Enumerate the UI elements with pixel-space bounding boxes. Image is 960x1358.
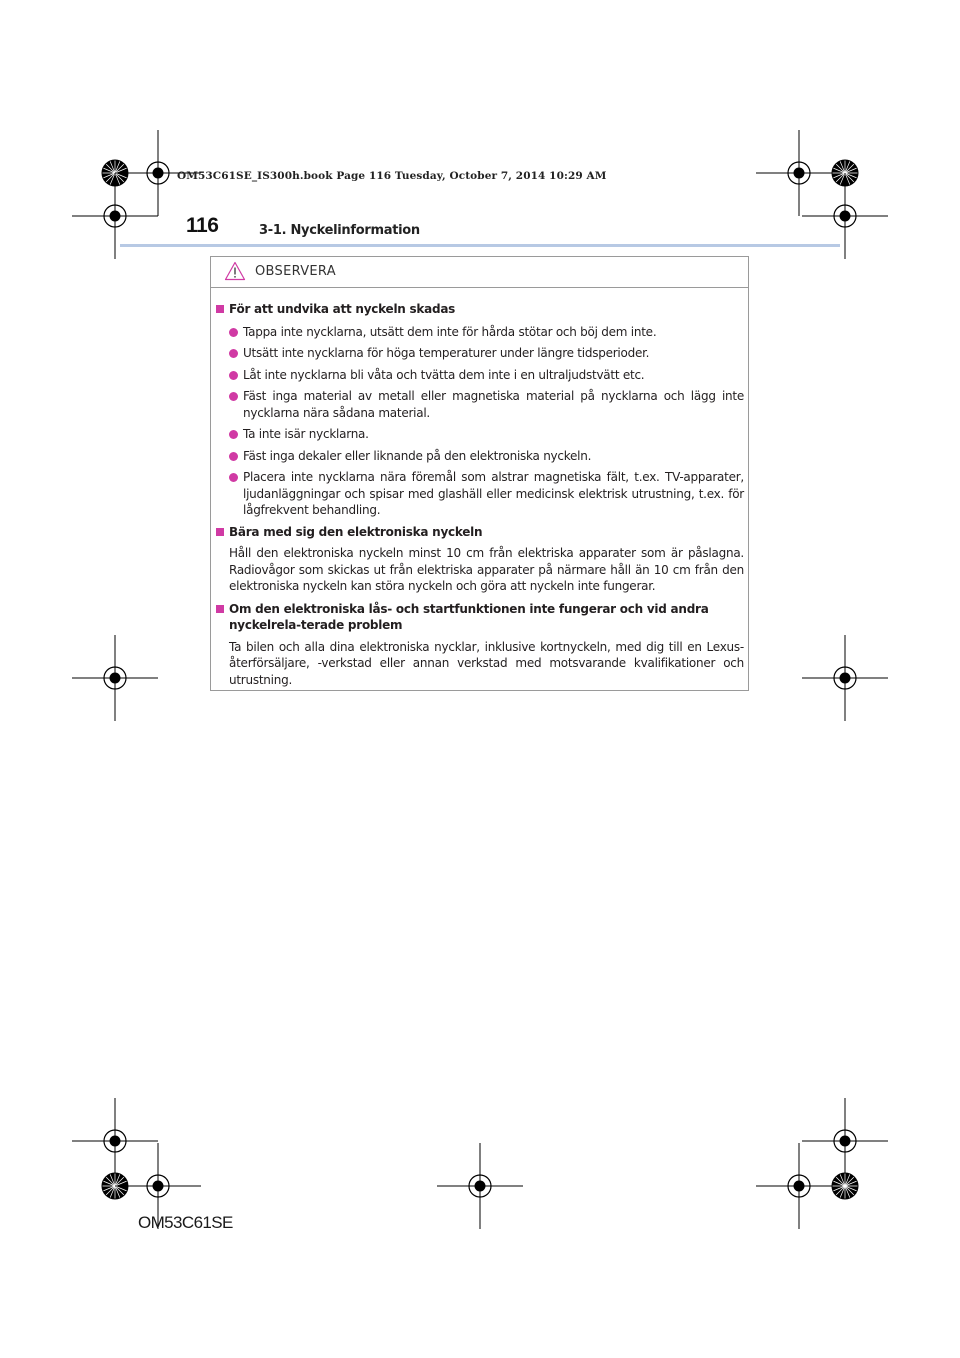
registration-cross-icon [756,130,842,216]
section-heading: Bära med sig den elektroniska nyckeln [216,524,744,541]
caution-content [216,301,744,694]
bullet-dot-icon [229,452,238,461]
bullet-dot-icon [229,371,238,380]
bullet-dot-icon [229,473,238,482]
header-rule [120,244,840,247]
footer-code: OM53C61SE [138,1213,233,1232]
caution-box [210,256,749,691]
list-item: Ta inte isär nycklarna. [216,426,744,443]
bullet-dot-icon [229,349,238,358]
section-title: 3-1. Nyckelinformation [259,223,420,238]
page-number: 116 [186,214,219,237]
registration-cross-icon [72,1098,158,1184]
list-item: Utsätt inte nycklarna för höga temperaturer under längre tidsperioder. [216,345,744,362]
registration-cross-icon [802,635,888,721]
square-bullet-icon [216,305,224,313]
registration-star-icon [832,1173,858,1199]
list-item: Tappa inte nycklarna, utsätt dem inte för hårda stötar och böj dem inte. [216,324,744,341]
list-item: Fäst inga dekaler eller liknande på den elektroniska nyckeln. [216,448,744,465]
registration-cross-icon [437,1143,523,1229]
registration-cross-icon [802,1098,888,1184]
warning-triangle-icon [224,261,246,281]
section-paragraph: Håll den elektroniska nyckeln minst 10 cm från elektriska apparater som är påslagna. Radiovågor som skickas ut från elektriska apparater på närmare håll än 10 cm från den elektroniska nyckeln kan störa nyckeln och göra att nyckeln inte fungerar. [229,546,744,593]
list-item: Fäst inga material av metall eller magnetiska material på nycklarna och lägg inte nycklarna nära sådana material. [216,388,744,421]
print-header: OM53C61SE_IS300h.book Page 116 Tuesday, October 7, 2014 10:29 AM [177,170,607,182]
square-bullet-icon [216,605,224,613]
list-item: Låt inte nycklarna bli våta och tvätta dem inte i en ultraljudstvätt etc. [216,367,744,384]
registration-cross-icon [72,635,158,721]
list-item: Placera inte nycklarna nära föremål som alstrar magnetiska fält, t.ex. TV-apparater, ljudanläggningar och spisar med glashäll eller medicinsk elektrisk utrustning, t.ex. för lågfrekvent behandling. [216,469,744,519]
registration-cross-icon [756,1143,842,1229]
square-bullet-icon [216,528,224,536]
caution-header [211,257,748,288]
section-heading: För att undvika att nyckeln skadas [216,301,744,318]
bullet-dot-icon [229,392,238,401]
section-paragraph: Ta bilen och alla dina elektroniska nycklar, inklusive kortnyckeln, med dig till en Lexus-återförsäljare, -verkstad eller annan verkstad med motsvarande kvalifikationer och utrustning. [229,639,744,687]
caution-title: OBSERVERA [255,264,336,279]
bullet-dot-icon [229,328,238,337]
section-heading: Om den elektroniska lås- och startfunktionen inte fungerar och vid andra nyckelrela-terade problem [216,601,744,634]
bullet-dot-icon [229,430,238,439]
